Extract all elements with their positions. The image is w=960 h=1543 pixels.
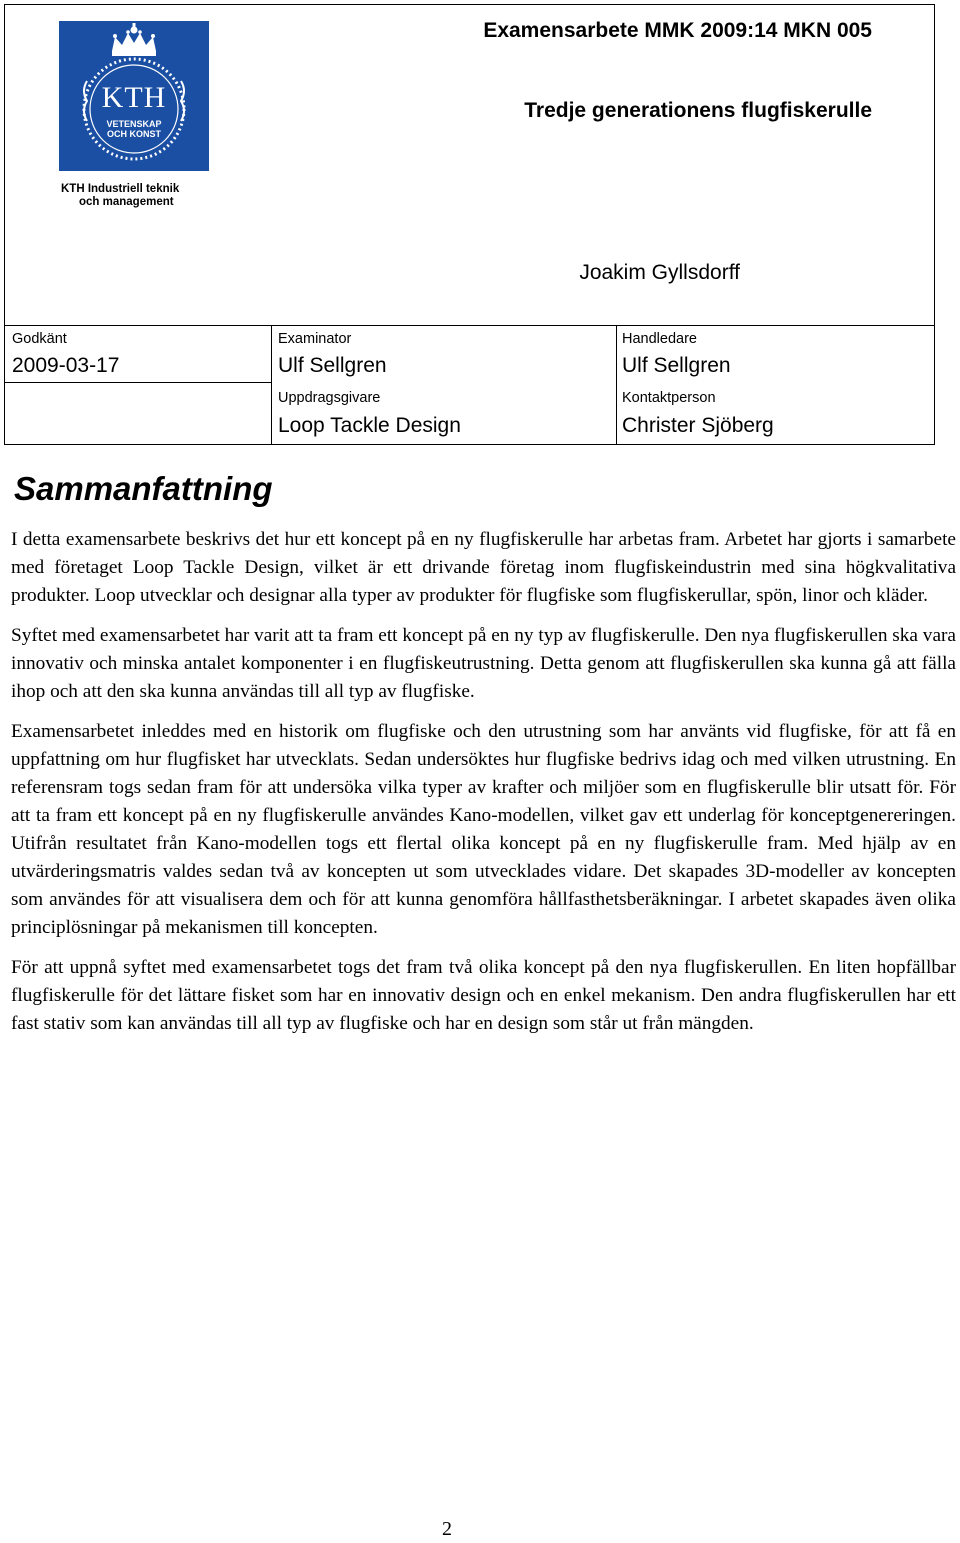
examiner-name: Ulf Sellgren <box>278 354 387 377</box>
author-name: Joakim Gyllsdorff <box>579 261 740 284</box>
grid-divider <box>5 382 271 383</box>
kth-logo <box>59 21 224 209</box>
grid-divider <box>271 326 272 444</box>
report-number: Examensarbete MMK 2009:14 MKN 005 <box>483 19 872 42</box>
page-number: 2 <box>442 1518 452 1540</box>
logo-motto: VETENSKAP OCH KONST <box>106 119 162 139</box>
grid-divider <box>616 326 617 444</box>
contact-name: Christer Sjöberg <box>622 414 774 437</box>
logo-text: KTH <box>101 81 167 114</box>
contact-label: Kontaktperson <box>622 390 716 406</box>
summary-paragraph: Syftet med examensarbetet har varit att ta fram ett koncept på en ny typ av flugfiskerulle. Den nya flugfiskerullen ska vara innovativ och minska antalet komponenter i en flugfiskeutrustning. Detta genom att flugfiskerullen ska kunna gå att fälla ihop och att den ska kunna användas till all typ av flugfiske. <box>11 625 956 702</box>
logo-caption-line2: och management <box>79 196 174 208</box>
approved-date: 2009-03-17 <box>12 354 120 377</box>
summary-paragraph: För att uppnå syftet med examensarbetet togs det fram två olika koncept på den nya flugfiskerullen. En liten hopfällbar flugfiskerulle för det lättare fisket som har en innovativ design och en enkel mekanism. Den andra flugfiskerullen har ett fast stativ som kan användas till all typ av flugfiske och har en design som står ut från mängden. <box>11 957 956 1034</box>
info-grid <box>5 326 934 444</box>
section-heading: Sammanfattning <box>14 470 273 507</box>
examiner-label: Examinator <box>278 331 352 347</box>
report-title: Tredje generationens flugfiskerulle <box>524 99 872 122</box>
supervisor-label: Handledare <box>622 331 697 347</box>
logo-caption <box>61 183 224 209</box>
summary-body <box>11 526 956 1050</box>
header-block <box>5 5 934 326</box>
approved-label: Godkänt <box>12 331 67 347</box>
supervisor-name: Ulf Sellgren <box>622 354 731 377</box>
summary-paragraph: Examensarbetet inleddes med en historik om flugfiske och den utrustning som har använts vid flugfiske, för att få en uppfattning om hur flugfisket har utvecklats. Sedan undersöktes hur flugfiske bedrivs idag och med vilken utrustning. En referensram togs sedan fram för att undersöka vilka typer av krafter och miljöer som en flugfiskerulle blir utsatt för. För att ta fram ett koncept på en ny flugfiskerulle användes Kano-modellen, vilket gav ett underlag för konceptgenereringen. Utifrån resultatet från Kano-modellen togs ett flertal olika koncept på en ny flugfiskerulle fram. Med hjälp av en utvärderingsmatris valdes sedan två av koncepten ut som utvecklades vidare. Det skapades 3D-modeller av koncepten som användes för att visualisera dem och för att kunna genomföra hållfasthetsberäkningar. I arbetet skapades även olika principlösningar på mekanismen till koncepten. <box>11 721 956 938</box>
title-page-frame <box>4 4 935 445</box>
summary-paragraph: I detta examensarbete beskrivs det hur ett koncept på en ny flugfiskerulle har arbetas fram. Arbetet har gjorts i samarbete med företaget Loop Tackle Design, vilket är ett drivande företag inom flugfiskeindustrin med sina högkvalitativa produkter. Loop utvecklar och designar alla typer av produkter för flugfiske som flugfiskerullar, spön, linor och kläder. <box>11 529 956 606</box>
kth-crest-icon <box>59 21 209 171</box>
client-label: Uppdragsgivare <box>278 390 381 406</box>
client-name: Loop Tackle Design <box>278 414 461 437</box>
logo-caption-line1: KTH Industriell teknik <box>61 183 180 195</box>
